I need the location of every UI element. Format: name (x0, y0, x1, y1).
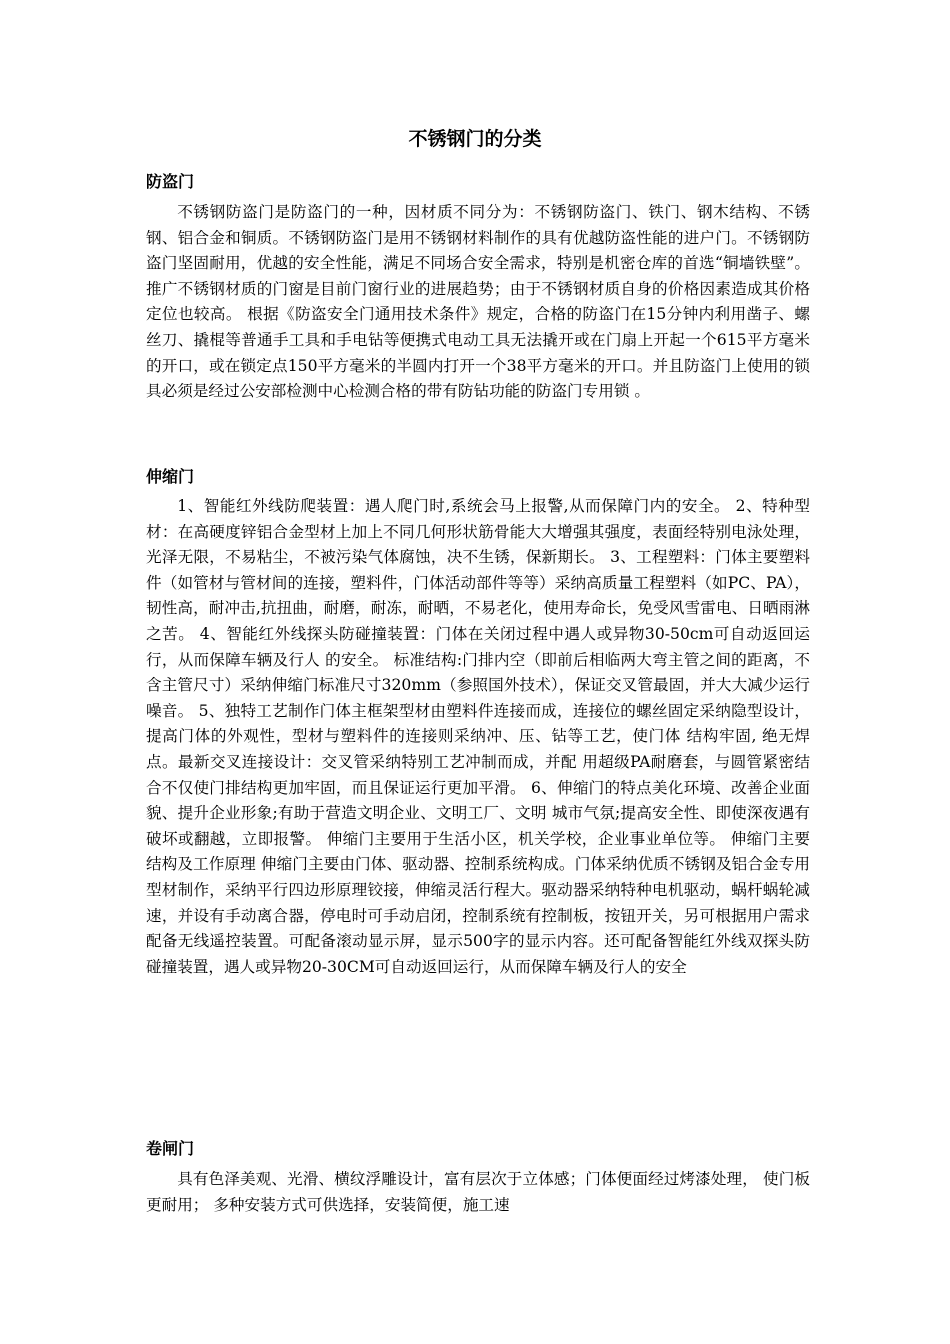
section-heading-anti-theft-door: 防盗门 (146, 172, 195, 191)
section-heading-retractable-door: 伸缩门 (146, 467, 195, 486)
section-body-rolling-shutter: 具有色泽美观、光滑、横纹浮雕设计，富有层次于立体感；门体便面经过烤漆处理， 使门板更耐用； 多种安装方式可供选择，安装简便，施工速 (146, 1170, 810, 1214)
section-body-anti-theft-door: 不锈钢防盗门是防盗门的一种，因材质不同分为：不锈钢防盗门、铁门、钢木结构、不锈钢、铝合金和铜质。不锈钢防盗门是用不锈钢材料制作的具有优越防盗性能的进户门。不锈钢防盗门坚固耐用，优越的安全性能，满足不同场合安全需求，特别是机密仓库的首选“铜墙铁壁”。推广不锈钢材质的门窗是目前门窗行业的进展趋势；由于不锈钢材质自身的价格因素造成其价格定位也较高。 根据《防盗安全门通用技术条件》规定，合格的防盗门在15分钟内利用凿子、螺丝刀、撬棍等普通手工具和手电钻等便携式电动工具无法撬开或在门扇上开起一个615平方毫米的开口，或在锁定点150平方毫米的半圆内打开一个38平方毫米的开口。并且防盗门上使用的锁具必须是经过公安部检测中心检测合格的带有防钻功能的防盗门专用锁 。 (146, 203, 810, 401)
section-heading-rolling-shutter: 卷闸门 (146, 1139, 195, 1158)
document-title: 不锈钢门的分类 (408, 128, 542, 150)
section-body-retractable-door: 1、智能红外线防爬装置：遇人爬门时,系统会马上报警,从而保障门内的安全。 2、特种型材：在高硬度锌铝合金型材上加上不同几何形状筋骨能大大增强其强度，表面经特别电泳处理，光泽无限，不易粘尘，不被污染气体腐蚀，决不生锈，保新期长。 3、工程塑料：门体主要塑料件（如管材与管材间的连接，塑料件，门体活动部件等等）采纳高质量工程塑料（如PC、PA），韧性高，耐冲击,抗扭曲，耐磨，耐冻，耐晒，不易老化，使用寿命长，免受风雪雷电、日晒雨淋之苦。 4、智能红外线探头防碰撞装置：门体在关闭过程中遇人或异物30-50cm可自动返回运行，从而保障车辆及行人 的安全。 标准结构:门排内空（即前后相临两大弯主管之间的距离，不含主管尺寸）采纳伸缩门标准尺寸320mm（参照国外技术），保证交叉管最固，并大大减少运行噪音。 5、独特工艺制作门体主框架型材由塑料件连接而成，连接位的螺丝固定采纳隐型设计，提高门体的外观性，型材与塑料件的连接则采纳冲、压、钻等工艺，使门体 结构牢固, 绝无焊点。最新交叉连接设计：交叉管采纳特别工艺冲制而成，并配 用超级PA耐磨套，与圆管紧密结合不仅使门排结构更加牢固，而且保证运行更加平滑。 6、伸缩门的特点美化环境、改善企业面貌、提升企业形象;有助于营造文明企业、文明工厂、文明 城市气氛;提高安全性、即使深夜遇有破坏或翻越，立即报警。 伸缩门主要用于生活小区，机关学校，企业事业单位等。 伸缩门主要结构及工作原理 伸缩门主要由门体、驱动器、控制系统构成。门体采纳优质不锈钢及铝合金专用型材制作，采纳平行四边形原理铰接，伸缩灵活行程大。驱动器采纳特种电机驱动，蜗杆蜗轮减速，并设有手动离合器，停电时可手动启闭，控制系统有控制板，按钮开关，另可根据用户需求配备无线遥控装置。可配备滚动显示屏，显示500字的显示内容。还可配备智能红外线双探头防碰撞装置，遇人或异物20-30CM可自动返回运行，从而保障车辆及行人的安全 (146, 497, 810, 976)
